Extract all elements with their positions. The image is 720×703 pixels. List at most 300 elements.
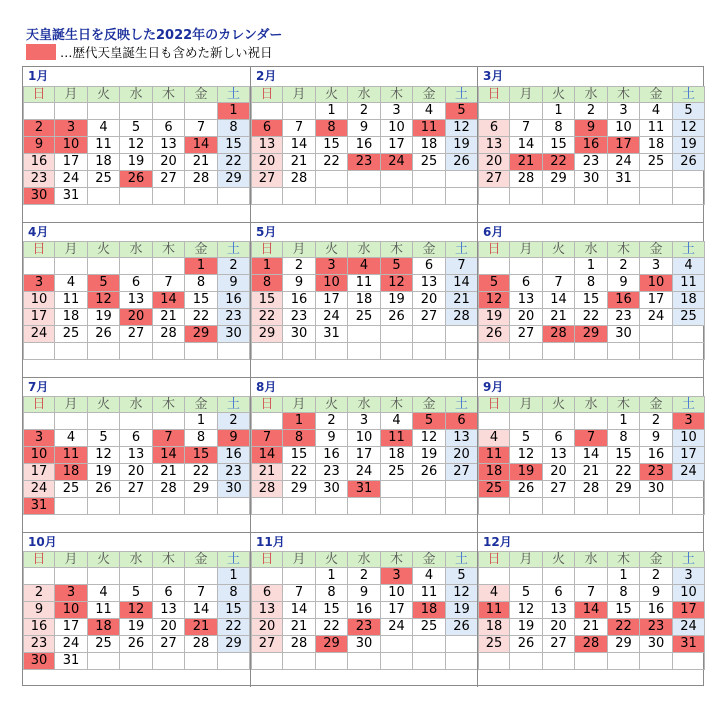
weekday-header: 金 bbox=[185, 551, 218, 568]
month-title: 3月 bbox=[483, 69, 504, 83]
day-cell: 21 bbox=[446, 292, 478, 309]
day-cell: 28 bbox=[446, 309, 478, 326]
day-cell: 5 bbox=[510, 430, 543, 447]
empty-cell bbox=[88, 103, 120, 120]
day-cell: 20 bbox=[251, 154, 283, 171]
day-cell: 15 bbox=[575, 292, 608, 309]
day-cell: 10 bbox=[348, 430, 381, 447]
day-cell: 2 bbox=[283, 258, 316, 275]
weekday-header: 水 bbox=[120, 86, 153, 103]
weekday-header: 木 bbox=[381, 396, 413, 413]
day-cell: 12 bbox=[88, 447, 120, 464]
day-cell: 20 bbox=[153, 154, 185, 171]
empty-cell bbox=[153, 103, 185, 120]
month-grid bbox=[23, 86, 250, 222]
empty-cell bbox=[608, 498, 640, 515]
day-cell: 11 bbox=[55, 292, 88, 309]
day-cell: 27 bbox=[120, 326, 153, 343]
day-cell: 10 bbox=[55, 602, 88, 619]
weekday-header: 火 bbox=[316, 551, 348, 568]
empty-cell bbox=[510, 413, 543, 430]
empty-cell bbox=[608, 188, 640, 205]
day-cell: 31 bbox=[316, 326, 348, 343]
day-cell: 21 bbox=[283, 619, 316, 636]
day-cell: 10 bbox=[23, 447, 55, 464]
empty-cell bbox=[413, 188, 446, 205]
weekday-header: 土 bbox=[673, 551, 705, 568]
weekday-header: 火 bbox=[543, 551, 575, 568]
weekday-header: 水 bbox=[575, 241, 608, 258]
day-cell: 15 bbox=[283, 447, 316, 464]
day-cell: 12 bbox=[446, 120, 478, 137]
legend bbox=[26, 44, 273, 60]
day-cell: 15 bbox=[218, 602, 250, 619]
day-cell: 27 bbox=[478, 171, 510, 188]
day-cell: 5 bbox=[478, 275, 510, 292]
day-cell: 13 bbox=[120, 292, 153, 309]
weekday-header: 金 bbox=[413, 396, 446, 413]
day-cell: 3 bbox=[640, 258, 673, 275]
day-cell: 16 bbox=[283, 292, 316, 309]
day-cell: 6 bbox=[251, 120, 283, 137]
empty-cell bbox=[640, 171, 673, 188]
day-cell: 2 bbox=[218, 413, 250, 430]
weekday-header: 金 bbox=[185, 241, 218, 258]
day-cell: 28 bbox=[510, 171, 543, 188]
day-cell: 27 bbox=[153, 636, 185, 653]
day-cell: 10 bbox=[640, 275, 673, 292]
empty-cell bbox=[381, 653, 413, 670]
day-cell: 28 bbox=[185, 171, 218, 188]
day-cell: 28 bbox=[575, 481, 608, 498]
empty-cell bbox=[218, 343, 250, 360]
day-cell: 5 bbox=[510, 585, 543, 602]
empty-cell bbox=[153, 343, 185, 360]
empty-cell bbox=[120, 413, 153, 430]
day-cell: 11 bbox=[88, 602, 120, 619]
day-cell: 6 bbox=[120, 275, 153, 292]
day-cell: 29 bbox=[185, 326, 218, 343]
day-cell: 2 bbox=[23, 585, 55, 602]
weekday-header: 日 bbox=[251, 86, 283, 103]
empty-cell bbox=[88, 653, 120, 670]
weekday-header: 日 bbox=[251, 396, 283, 413]
day-cell: 13 bbox=[543, 447, 575, 464]
day-cell: 9 bbox=[348, 585, 381, 602]
day-cell: 29 bbox=[608, 481, 640, 498]
day-cell: 3 bbox=[608, 103, 640, 120]
empty-cell bbox=[153, 188, 185, 205]
day-cell: 22 bbox=[251, 309, 283, 326]
empty-cell bbox=[153, 653, 185, 670]
day-cell: 18 bbox=[413, 137, 446, 154]
day-cell: 18 bbox=[673, 292, 705, 309]
day-cell: 8 bbox=[575, 275, 608, 292]
weekday-header: 水 bbox=[575, 551, 608, 568]
empty-cell bbox=[510, 258, 543, 275]
day-cell: 14 bbox=[543, 292, 575, 309]
day-cell: 17 bbox=[381, 137, 413, 154]
day-cell: 17 bbox=[381, 602, 413, 619]
day-cell: 11 bbox=[413, 585, 446, 602]
day-cell: 19 bbox=[120, 154, 153, 171]
empty-cell bbox=[348, 343, 381, 360]
month-title: 12月 bbox=[478, 532, 704, 551]
day-cell: 13 bbox=[251, 137, 283, 154]
empty-cell bbox=[251, 498, 283, 515]
day-cell: 10 bbox=[673, 430, 705, 447]
empty-cell bbox=[673, 653, 705, 670]
weekday-header: 金 bbox=[413, 86, 446, 103]
day-cell: 10 bbox=[673, 585, 705, 602]
day-cell: 17 bbox=[673, 447, 705, 464]
day-cell: 13 bbox=[543, 602, 575, 619]
empty-cell bbox=[153, 413, 185, 430]
weekday-header: 水 bbox=[120, 241, 153, 258]
weekday-header: 火 bbox=[88, 241, 120, 258]
day-cell: 4 bbox=[381, 413, 413, 430]
empty-cell bbox=[446, 481, 478, 498]
empty-cell bbox=[283, 498, 316, 515]
weekday-header: 月 bbox=[510, 86, 543, 103]
day-cell: 5 bbox=[120, 120, 153, 137]
day-cell: 25 bbox=[673, 309, 705, 326]
weekday-header: 月 bbox=[55, 86, 88, 103]
day-cell: 16 bbox=[640, 447, 673, 464]
day-cell: 18 bbox=[88, 619, 120, 636]
empty-cell bbox=[413, 343, 446, 360]
empty-cell bbox=[55, 413, 88, 430]
empty-cell bbox=[185, 568, 218, 585]
day-cell: 20 bbox=[446, 447, 478, 464]
empty-cell bbox=[283, 188, 316, 205]
empty-cell bbox=[543, 498, 575, 515]
empty-cell bbox=[673, 188, 705, 205]
day-cell: 20 bbox=[543, 619, 575, 636]
day-cell: 17 bbox=[23, 309, 55, 326]
empty-cell bbox=[381, 498, 413, 515]
empty-cell bbox=[251, 103, 283, 120]
day-cell: 25 bbox=[348, 309, 381, 326]
day-cell: 17 bbox=[608, 137, 640, 154]
day-cell: 17 bbox=[55, 619, 88, 636]
weekday-header: 土 bbox=[218, 86, 250, 103]
month-grid bbox=[23, 551, 250, 687]
day-cell: 24 bbox=[673, 619, 705, 636]
weekday-header: 金 bbox=[640, 241, 673, 258]
day-cell: 5 bbox=[413, 413, 446, 430]
day-cell: 6 bbox=[543, 430, 575, 447]
day-cell: 1 bbox=[608, 413, 640, 430]
day-cell: 9 bbox=[283, 275, 316, 292]
day-cell: 19 bbox=[446, 137, 478, 154]
empty-cell bbox=[283, 343, 316, 360]
day-cell: 27 bbox=[413, 309, 446, 326]
day-cell: 23 bbox=[575, 154, 608, 171]
day-cell: 29 bbox=[575, 326, 608, 343]
day-cell: 1 bbox=[251, 258, 283, 275]
day-cell: 12 bbox=[120, 137, 153, 154]
day-cell: 22 bbox=[316, 619, 348, 636]
empty-cell bbox=[88, 258, 120, 275]
weekday-header: 月 bbox=[283, 551, 316, 568]
month-title: 6月 bbox=[478, 222, 704, 241]
empty-cell bbox=[510, 343, 543, 360]
empty-cell bbox=[510, 653, 543, 670]
weekday-header: 木 bbox=[608, 241, 640, 258]
empty-cell bbox=[283, 653, 316, 670]
day-cell: 7 bbox=[153, 430, 185, 447]
day-cell: 15 bbox=[185, 447, 218, 464]
day-cell: 2 bbox=[316, 413, 348, 430]
empty-cell bbox=[478, 343, 510, 360]
empty-cell bbox=[23, 343, 55, 360]
empty-cell bbox=[381, 481, 413, 498]
day-cell: 23 bbox=[283, 309, 316, 326]
day-cell: 29 bbox=[251, 326, 283, 343]
empty-cell bbox=[381, 636, 413, 653]
empty-cell bbox=[153, 568, 185, 585]
empty-cell bbox=[673, 171, 705, 188]
day-cell: 27 bbox=[510, 326, 543, 343]
day-cell: 5 bbox=[381, 258, 413, 275]
empty-cell bbox=[413, 636, 446, 653]
day-cell: 16 bbox=[608, 292, 640, 309]
month-title: 2月 bbox=[256, 69, 277, 83]
day-cell: 3 bbox=[381, 568, 413, 585]
day-cell: 11 bbox=[673, 275, 705, 292]
empty-cell bbox=[348, 326, 381, 343]
day-cell: 3 bbox=[673, 413, 705, 430]
day-cell: 4 bbox=[55, 275, 88, 292]
day-cell: 31 bbox=[608, 171, 640, 188]
weekday-header: 木 bbox=[608, 551, 640, 568]
weekday-header: 火 bbox=[88, 86, 120, 103]
empty-cell bbox=[543, 343, 575, 360]
weekday-header: 金 bbox=[640, 86, 673, 103]
day-cell: 27 bbox=[120, 481, 153, 498]
empty-cell bbox=[120, 498, 153, 515]
day-cell: 9 bbox=[608, 275, 640, 292]
day-cell: 16 bbox=[575, 137, 608, 154]
day-cell: 30 bbox=[218, 481, 250, 498]
day-cell: 26 bbox=[478, 326, 510, 343]
day-cell: 26 bbox=[673, 154, 705, 171]
day-cell: 30 bbox=[640, 636, 673, 653]
empty-cell bbox=[543, 653, 575, 670]
month-block bbox=[23, 377, 250, 532]
weekday-header: 土 bbox=[673, 241, 705, 258]
day-cell: 30 bbox=[348, 636, 381, 653]
weekday-header: 土 bbox=[218, 551, 250, 568]
day-cell: 24 bbox=[316, 309, 348, 326]
day-cell: 23 bbox=[640, 464, 673, 481]
day-cell: 7 bbox=[283, 120, 316, 137]
empty-cell bbox=[185, 188, 218, 205]
day-cell: 13 bbox=[153, 137, 185, 154]
day-cell: 19 bbox=[478, 309, 510, 326]
day-cell: 29 bbox=[283, 481, 316, 498]
weekday-header: 日 bbox=[251, 551, 283, 568]
day-cell: 8 bbox=[316, 120, 348, 137]
weekday-header: 月 bbox=[510, 241, 543, 258]
day-cell: 11 bbox=[478, 602, 510, 619]
empty-cell bbox=[608, 653, 640, 670]
day-cell: 18 bbox=[640, 137, 673, 154]
day-cell: 4 bbox=[413, 568, 446, 585]
day-cell: 18 bbox=[413, 602, 446, 619]
day-cell: 28 bbox=[283, 171, 316, 188]
day-cell: 23 bbox=[218, 309, 250, 326]
day-cell: 27 bbox=[251, 636, 283, 653]
day-cell: 8 bbox=[218, 585, 250, 602]
day-cell: 11 bbox=[348, 275, 381, 292]
empty-cell bbox=[153, 258, 185, 275]
day-cell: 2 bbox=[640, 413, 673, 430]
day-cell: 9 bbox=[348, 120, 381, 137]
day-cell: 20 bbox=[120, 309, 153, 326]
day-cell: 5 bbox=[446, 568, 478, 585]
month-grid bbox=[251, 551, 478, 687]
weekday-header: 土 bbox=[218, 241, 250, 258]
month-block bbox=[250, 532, 477, 687]
day-cell: 30 bbox=[575, 171, 608, 188]
day-cell: 23 bbox=[640, 619, 673, 636]
day-cell: 9 bbox=[218, 275, 250, 292]
empty-cell bbox=[446, 653, 478, 670]
day-cell: 7 bbox=[283, 585, 316, 602]
empty-cell bbox=[120, 258, 153, 275]
empty-cell bbox=[510, 498, 543, 515]
day-cell: 23 bbox=[23, 636, 55, 653]
empty-cell bbox=[478, 498, 510, 515]
day-cell: 15 bbox=[608, 602, 640, 619]
weekday-header: 土 bbox=[673, 86, 705, 103]
weekday-header: 木 bbox=[153, 551, 185, 568]
empty-cell bbox=[608, 343, 640, 360]
day-cell: 31 bbox=[23, 498, 55, 515]
day-cell: 14 bbox=[510, 137, 543, 154]
empty-cell bbox=[120, 653, 153, 670]
day-cell: 16 bbox=[218, 292, 250, 309]
empty-cell bbox=[413, 326, 446, 343]
day-cell: 28 bbox=[153, 481, 185, 498]
day-cell: 25 bbox=[413, 619, 446, 636]
day-cell: 1 bbox=[218, 568, 250, 585]
empty-cell bbox=[218, 653, 250, 670]
day-cell: 11 bbox=[478, 447, 510, 464]
empty-cell bbox=[316, 343, 348, 360]
empty-cell bbox=[185, 498, 218, 515]
day-cell: 2 bbox=[348, 568, 381, 585]
day-cell: 15 bbox=[185, 292, 218, 309]
legend-text: …歴代天皇誕生日も含めた新しい祝日 bbox=[60, 45, 273, 60]
day-cell: 22 bbox=[543, 154, 575, 171]
weekday-header: 土 bbox=[218, 396, 250, 413]
day-cell: 22 bbox=[218, 154, 250, 171]
empty-cell bbox=[381, 171, 413, 188]
day-cell: 28 bbox=[575, 636, 608, 653]
empty-cell bbox=[575, 343, 608, 360]
weekday-header: 火 bbox=[543, 241, 575, 258]
empty-cell bbox=[251, 188, 283, 205]
empty-cell bbox=[120, 343, 153, 360]
weekday-header: 日 bbox=[478, 396, 510, 413]
day-cell: 9 bbox=[640, 585, 673, 602]
day-cell: 5 bbox=[120, 585, 153, 602]
empty-cell bbox=[218, 188, 250, 205]
day-cell: 18 bbox=[381, 447, 413, 464]
day-cell: 2 bbox=[348, 103, 381, 120]
day-cell: 16 bbox=[23, 154, 55, 171]
day-cell: 16 bbox=[23, 619, 55, 636]
month-title: 9月 bbox=[478, 377, 704, 396]
day-cell: 25 bbox=[88, 636, 120, 653]
empty-cell bbox=[640, 188, 673, 205]
empty-cell bbox=[446, 188, 478, 205]
month-title: 5月 bbox=[251, 222, 477, 241]
day-cell: 21 bbox=[575, 464, 608, 481]
day-cell: 6 bbox=[120, 430, 153, 447]
day-cell: 4 bbox=[88, 120, 120, 137]
day-cell: 20 bbox=[413, 292, 446, 309]
empty-cell bbox=[640, 498, 673, 515]
month-block bbox=[23, 532, 250, 687]
day-cell: 27 bbox=[251, 171, 283, 188]
day-cell: 13 bbox=[120, 447, 153, 464]
day-cell: 9 bbox=[316, 430, 348, 447]
empty-cell bbox=[413, 498, 446, 515]
day-cell: 7 bbox=[543, 275, 575, 292]
empty-cell bbox=[88, 343, 120, 360]
weekday-header: 金 bbox=[185, 396, 218, 413]
day-cell: 6 bbox=[510, 275, 543, 292]
day-cell: 12 bbox=[478, 292, 510, 309]
weekday-header: 木 bbox=[153, 241, 185, 258]
weekday-header: 水 bbox=[575, 396, 608, 413]
empty-cell bbox=[251, 568, 283, 585]
day-cell: 14 bbox=[153, 292, 185, 309]
day-cell: 21 bbox=[185, 619, 218, 636]
empty-cell bbox=[446, 326, 478, 343]
empty-cell bbox=[510, 568, 543, 585]
day-cell: 18 bbox=[478, 464, 510, 481]
day-cell: 26 bbox=[120, 636, 153, 653]
weekday-header: 月 bbox=[510, 396, 543, 413]
day-cell: 13 bbox=[153, 602, 185, 619]
day-cell: 23 bbox=[348, 619, 381, 636]
day-cell: 24 bbox=[608, 154, 640, 171]
day-cell: 6 bbox=[478, 120, 510, 137]
day-cell: 4 bbox=[55, 430, 88, 447]
day-cell: 30 bbox=[23, 653, 55, 670]
day-cell: 31 bbox=[673, 636, 705, 653]
month-block bbox=[23, 222, 250, 377]
weekday-header: 土 bbox=[673, 396, 705, 413]
weekday-header: 水 bbox=[575, 86, 608, 103]
empty-cell bbox=[348, 653, 381, 670]
empty-cell bbox=[673, 326, 705, 343]
day-cell: 2 bbox=[23, 120, 55, 137]
day-cell: 20 bbox=[120, 464, 153, 481]
empty-cell bbox=[575, 188, 608, 205]
day-cell: 5 bbox=[88, 430, 120, 447]
month-grid bbox=[478, 241, 705, 377]
day-cell: 9 bbox=[575, 120, 608, 137]
day-cell: 29 bbox=[608, 636, 640, 653]
day-cell: 13 bbox=[478, 137, 510, 154]
weekday-header: 水 bbox=[348, 396, 381, 413]
